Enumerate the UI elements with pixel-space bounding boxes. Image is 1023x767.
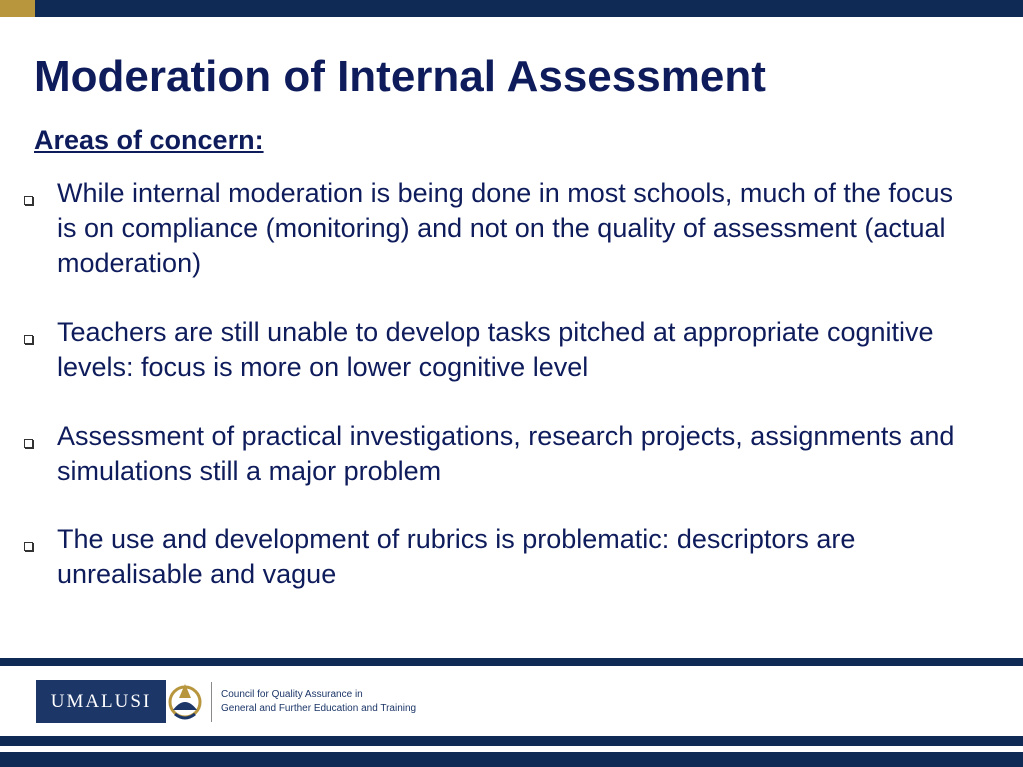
- umalusi-emblem-icon: [165, 676, 205, 726]
- bullet-text: While internal moderation is being done in most schools, much of the focus is on compliance (monitoring) and not on the quality of assessment (actual moderation): [57, 178, 953, 278]
- subheading-areas-of-concern: Areas of concern:: [34, 125, 264, 155]
- council-tagline: [221, 688, 416, 716]
- bullet-text: The use and development of rubrics is problematic: descriptors are unrealisable and vague: [57, 524, 856, 589]
- square-bullet-icon: [24, 196, 33, 205]
- umalusi-logo: UMALUSI: [36, 680, 166, 723]
- slide-title: Moderation of Internal Assessment: [34, 52, 766, 101]
- bullet-text: Assessment of practical investigations, research projects, assignments and simulations still a major problem: [57, 421, 955, 486]
- footer-divider-top: [0, 658, 1023, 666]
- top-banner-accent: [0, 0, 35, 17]
- square-bullet-icon: [24, 439, 33, 448]
- square-bullet-icon: [24, 542, 33, 551]
- tagline-line1: Council for Quality Assurance in: [221, 689, 363, 700]
- logo-divider: [211, 682, 212, 722]
- footer-divider-bottom: [0, 736, 1023, 746]
- tagline-line2: General and Further Education and Training: [221, 703, 417, 714]
- square-bullet-icon: [24, 335, 33, 344]
- footer-bar: [0, 752, 1023, 767]
- bullet-text: Teachers are still unable to develop tasks pitched at appropriate cognitive levels: focus is more on lower cognitive level: [57, 317, 934, 382]
- top-banner-bar: [0, 0, 1023, 17]
